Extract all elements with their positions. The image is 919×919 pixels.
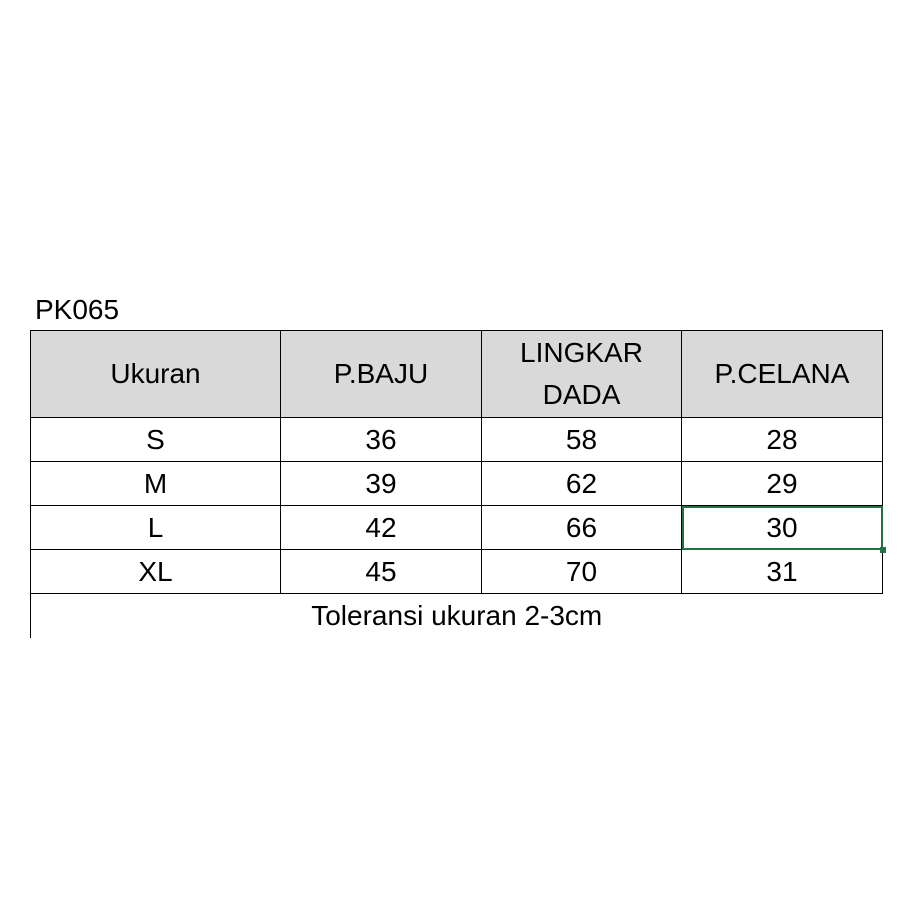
- cell-panjang-baju[interactable]: 45: [281, 550, 482, 594]
- header-panjang-baju[interactable]: P.BAJU: [281, 331, 482, 418]
- header-panjang-celana[interactable]: P.CELANA: [682, 331, 883, 418]
- cell-panjang-celana[interactable]: 28: [682, 418, 883, 462]
- product-code: PK065: [35, 294, 120, 325]
- table-row: [31, 506, 883, 550]
- cell-lingkar-dada[interactable]: 70: [482, 550, 682, 594]
- tolerance-note[interactable]: Toleransi ukuran 2-3cm: [31, 594, 883, 639]
- cell-lingkar-dada[interactable]: 58: [482, 418, 682, 462]
- cell-lingkar-dada[interactable]: 62: [482, 462, 682, 506]
- header-ukuran[interactable]: Ukuran: [31, 331, 281, 418]
- selected-cell-panjang-celana[interactable]: [682, 506, 883, 550]
- selected-cell-value: 30: [766, 512, 798, 543]
- cell-lingkar-dada[interactable]: 66: [482, 506, 682, 550]
- cell-size[interactable]: L: [31, 506, 281, 550]
- cell-size[interactable]: XL: [31, 550, 281, 594]
- header-row: [31, 331, 883, 418]
- table-row: [31, 418, 883, 462]
- cell-panjang-baju[interactable]: 42: [281, 506, 482, 550]
- note-row: [31, 594, 883, 639]
- cell-size[interactable]: M: [31, 462, 281, 506]
- header-lingkar-dada[interactable]: [482, 331, 682, 418]
- cell-panjang-celana[interactable]: 31: [682, 550, 883, 594]
- fill-handle[interactable]: [880, 547, 886, 553]
- cell-size[interactable]: S: [31, 418, 281, 462]
- table-row: [31, 462, 883, 506]
- table-row: [31, 550, 883, 594]
- header-lingkar-dada-label: LINGKAR DADA: [520, 337, 643, 410]
- size-chart-table: [30, 330, 883, 638]
- cell-panjang-baju[interactable]: 39: [281, 462, 482, 506]
- cell-panjang-celana[interactable]: 29: [682, 462, 883, 506]
- cell-panjang-baju[interactable]: 36: [281, 418, 482, 462]
